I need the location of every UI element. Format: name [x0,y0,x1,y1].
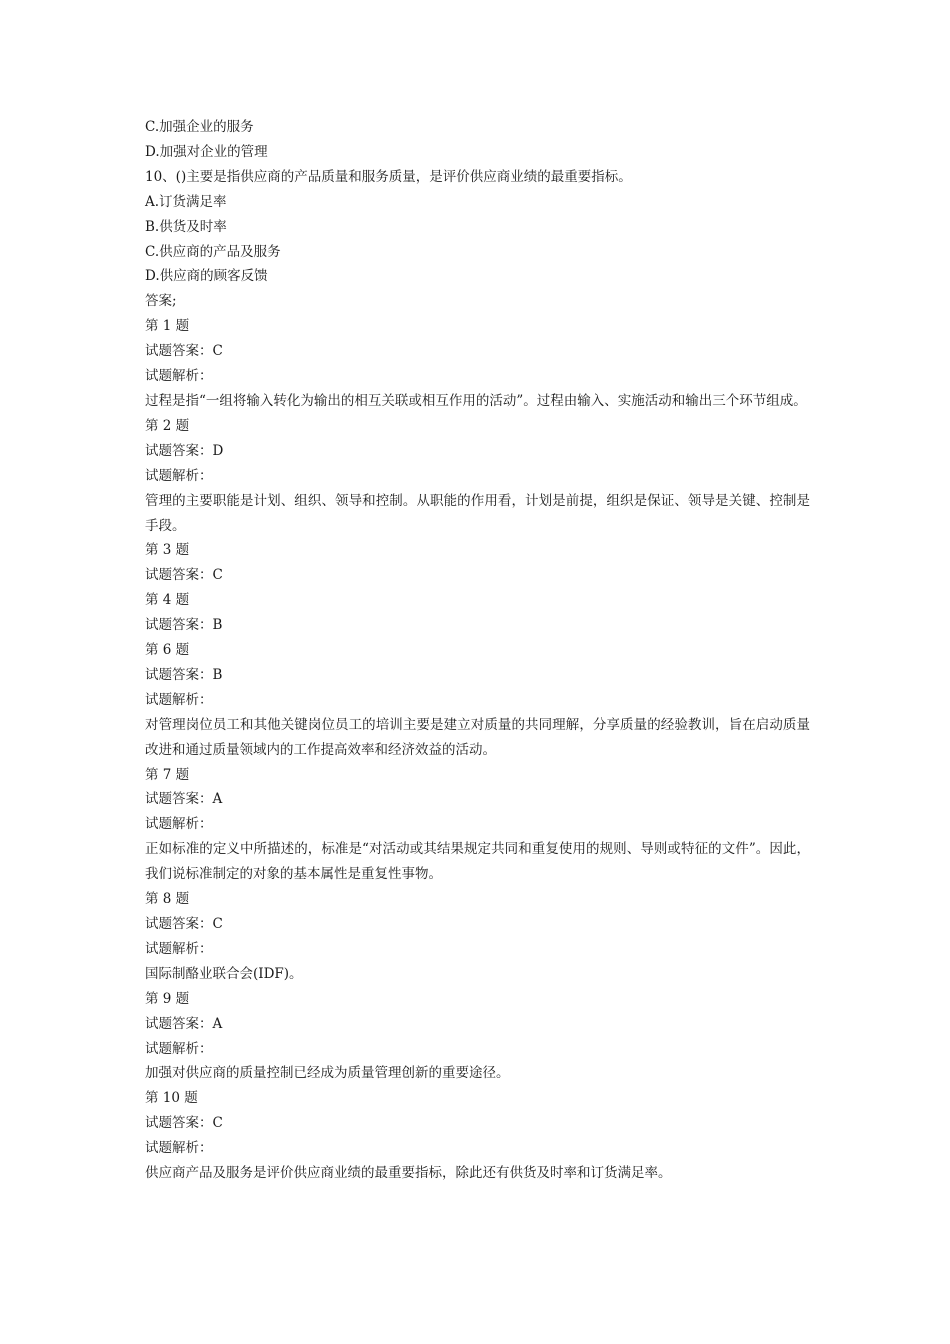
document-body [145,115,810,1186]
answers-heading: 答案; [145,293,177,310]
answer-title: 第 3 题 [145,542,190,559]
answer-title: 第 6 题 [145,642,190,659]
q10-option-a: A.订货满足率 [145,193,227,210]
q10-option-c: C.供应商的产品及服务 [145,243,281,260]
analysis-text: 供应商产品及服务是评价供应商业绩的最重要指标，除此还有供货及时率和订货满足率。 [145,1165,672,1182]
answer-title: 第 7 题 [145,766,190,783]
answer-value: 试题答案：A [145,791,223,808]
analysis-label: 试题解析： [145,1140,213,1157]
q10-option-b: B.供货及时率 [145,218,227,235]
analysis-text: 对管理岗位员工和其他关键岗位员工的培训主要是建立对质量的共同理解，分享质量的经验教训，旨在启动质量改进和通过质量领域内的工作提高效率和经济效益的活动。 [145,716,810,758]
q10-stem: 10、()主要是指供应商的产品质量和服务质量，是评价供应商业绩的最重要指标。 [145,168,632,185]
answer-value: 试题答案：D [145,442,224,459]
analysis-label: 试题解析： [145,368,213,385]
analysis-text: 管理的主要职能是计划、组织、领导和控制。从职能的作用看，计划是前提，组织是保证、领导是关键、控制是手段。 [145,492,810,534]
answer-value: 试题答案：C [145,567,223,584]
answer-value: 试题答案：B [145,666,223,683]
answer-title: 第 9 题 [145,990,190,1007]
analysis-text: 加强对供应商的质量控制已经成为质量管理创新的重要途径。 [145,1065,510,1082]
answer-value: 试题答案：B [145,617,223,634]
q9-option-c: C.加强企业的服务 [145,119,254,135]
analysis-label: 试题解析： [145,1040,213,1057]
answer-value: 试题答案：A [145,1015,223,1032]
analysis-label: 试题解析： [145,691,213,708]
analysis-text: 国际制酪业联合会(IDF)。 [145,965,303,982]
q9-option-d: D.加强对企业的管理 [145,143,268,160]
answer-title: 第 1 题 [145,318,190,335]
answer-value: 试题答案：C [145,916,223,932]
answer-title: 第 10 题 [145,1090,198,1107]
answer-value: 试题答案：C [145,343,223,360]
answer-value: 试题答案：C [145,1115,223,1132]
q10-option-d: D.供应商的顾客反馈 [145,268,268,285]
analysis-text: 正如标准的定义中所描述的，标准是“对活动或其结果规定共同和重复使用的规则、导则或特征的文件”。因此，我们说标准制定的对象的基本属性是重复性事物。 [145,841,810,883]
answer-title: 第 8 题 [145,891,190,908]
analysis-label: 试题解析： [145,467,213,484]
answer-title: 第 4 题 [145,592,190,609]
answer-title: 第 2 题 [145,417,190,434]
analysis-label: 试题解析： [145,940,213,957]
analysis-text: 过程是指“一组将输入转化为输出的相互关联或相互作用的活动”。过程由输入、实施活动和输出三个环节组成。 [145,392,807,409]
analysis-label: 试题解析： [145,816,213,833]
